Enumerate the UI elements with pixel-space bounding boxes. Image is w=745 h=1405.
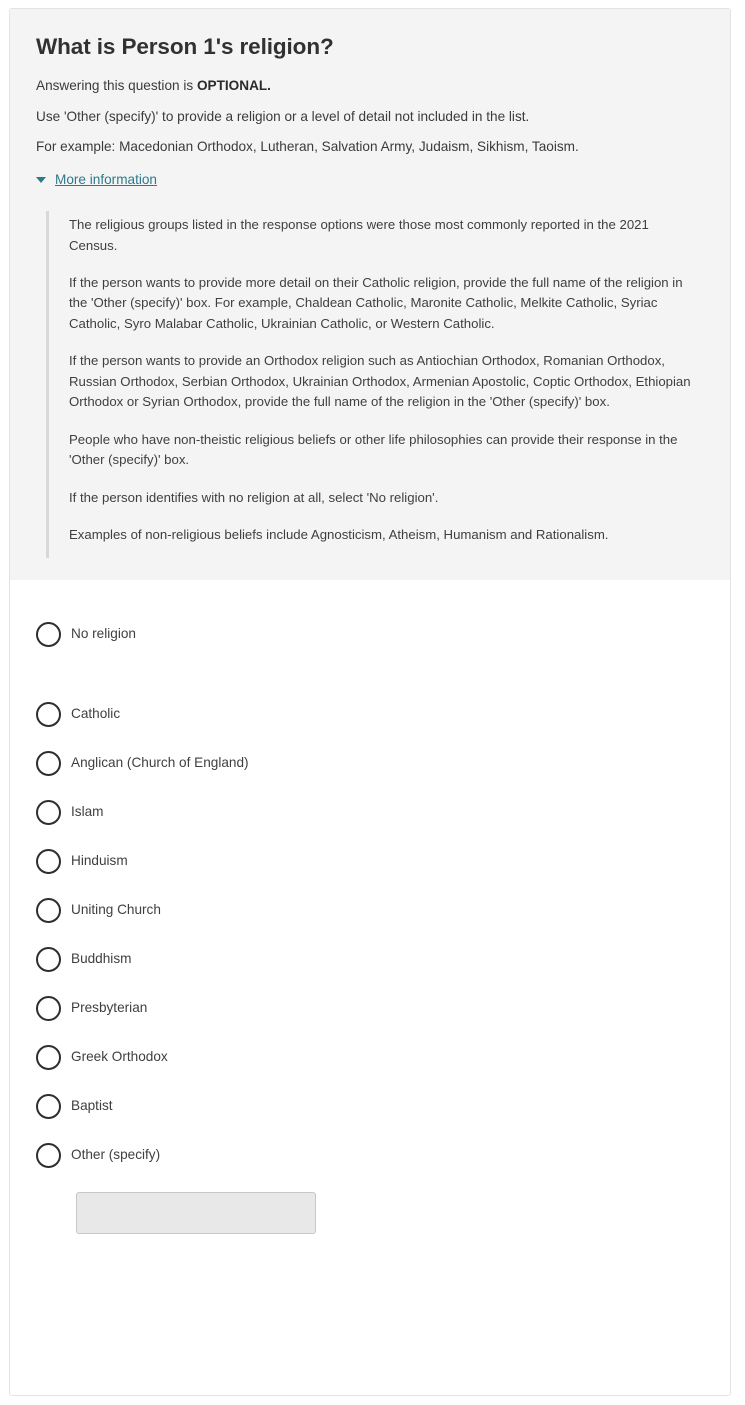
option-uniting-church[interactable] <box>36 898 704 923</box>
more-information-label[interactable]: More information <box>55 172 157 188</box>
instruction-text: Use 'Other (specify)' to provide a religion or a level of detail not included in the list. <box>36 108 530 124</box>
optional-notice-emphasis: OPTIONAL. <box>196 78 271 93</box>
option-baptist[interactable] <box>36 1094 704 1119</box>
radio-icon[interactable] <box>36 849 61 874</box>
option-label: Presbyterian <box>71 1000 148 1016</box>
option-label: Islam <box>71 804 104 820</box>
radio-icon[interactable] <box>36 751 61 776</box>
option-label: Catholic <box>71 706 121 722</box>
radio-icon[interactable] <box>36 996 61 1021</box>
option-label: Uniting Church <box>71 902 161 918</box>
option-presbyterian[interactable] <box>36 996 704 1021</box>
radio-icon[interactable] <box>36 622 61 647</box>
radio-icon[interactable] <box>36 702 61 727</box>
question-intro-section <box>10 9 730 580</box>
option-catholic[interactable] <box>36 702 704 727</box>
page-title: What is Person 1's religion? <box>36 34 334 59</box>
radio-icon[interactable] <box>36 1143 61 1168</box>
religion-options-group <box>10 580 730 1395</box>
radio-icon[interactable] <box>36 800 61 825</box>
radio-icon[interactable] <box>36 1094 61 1119</box>
more-information-paragraph: People who have non-theistic religious beliefs or other life philosophies can provide their response in the 'Other (specify)' box. <box>69 431 678 468</box>
more-information-paragraph: Examples of non-religious beliefs include Agnosticism, Atheism, Humanism and Rationalism. <box>69 527 609 543</box>
radio-icon[interactable] <box>36 898 61 923</box>
other-specify-input[interactable] <box>76 1192 316 1234</box>
example-text: For example: Macedonian Orthodox, Lutheran, Salvation Army, Judaism, Sikhism, Taoism. <box>36 139 579 155</box>
option-other-specify[interactable] <box>36 1143 704 1168</box>
option-label: Anglican (Church of England) <box>71 755 249 771</box>
option-buddhism[interactable] <box>36 947 704 972</box>
specify-input-wrapper <box>36 1192 704 1234</box>
more-information-paragraph: If the person wants to provide an Orthodox religion such as Antiochian Orthodox, Romanian Orthodox, Russian Orthodox, Serbian Orthodox, Ukrainian Orthodox, Armenian Apostolic, Coptic Orthodox, Ethiopian Orthodox or Syrian Orthodox, provide the full name of the religion in the 'Other (specify)' box. <box>69 353 691 410</box>
more-information-paragraph: If the person identifies with no religion at all, select 'No religion'. <box>69 489 439 505</box>
radio-icon[interactable] <box>36 947 61 972</box>
option-label: Other (specify) <box>71 1147 161 1163</box>
option-greek-orthodox[interactable] <box>36 1045 704 1070</box>
more-information-toggle[interactable] <box>36 172 704 187</box>
question-card <box>9 8 731 1396</box>
option-label: Greek Orthodox <box>71 1049 168 1065</box>
option-hinduism[interactable] <box>36 849 704 874</box>
option-islam[interactable] <box>36 800 704 825</box>
more-information-panel <box>46 211 704 557</box>
option-anglican[interactable] <box>36 751 704 776</box>
option-no-religion[interactable] <box>36 622 704 647</box>
option-label: Hinduism <box>71 853 128 869</box>
chevron-down-icon <box>36 177 46 183</box>
more-information-paragraph: The religious groups listed in the response options were those most commonly reported in the 2021 Census. <box>69 217 649 253</box>
option-label: Baptist <box>71 1098 113 1114</box>
optional-notice-prefix: Answering this question is <box>36 78 197 93</box>
option-label: No religion <box>71 626 136 642</box>
more-information-paragraph: If the person wants to provide more detail on their Catholic religion, provide the full name of the religion in the 'Other (specify)' box. For example, Chaldean Catholic, Maronite Catholic, Melkite Catholic, Syriac Catholic, Syro Malabar Catholic, Ukrainian Catholic, or Western Catholic. <box>69 275 683 331</box>
optional-notice <box>36 76 704 96</box>
option-label: Buddhism <box>71 951 132 967</box>
radio-icon[interactable] <box>36 1045 61 1070</box>
